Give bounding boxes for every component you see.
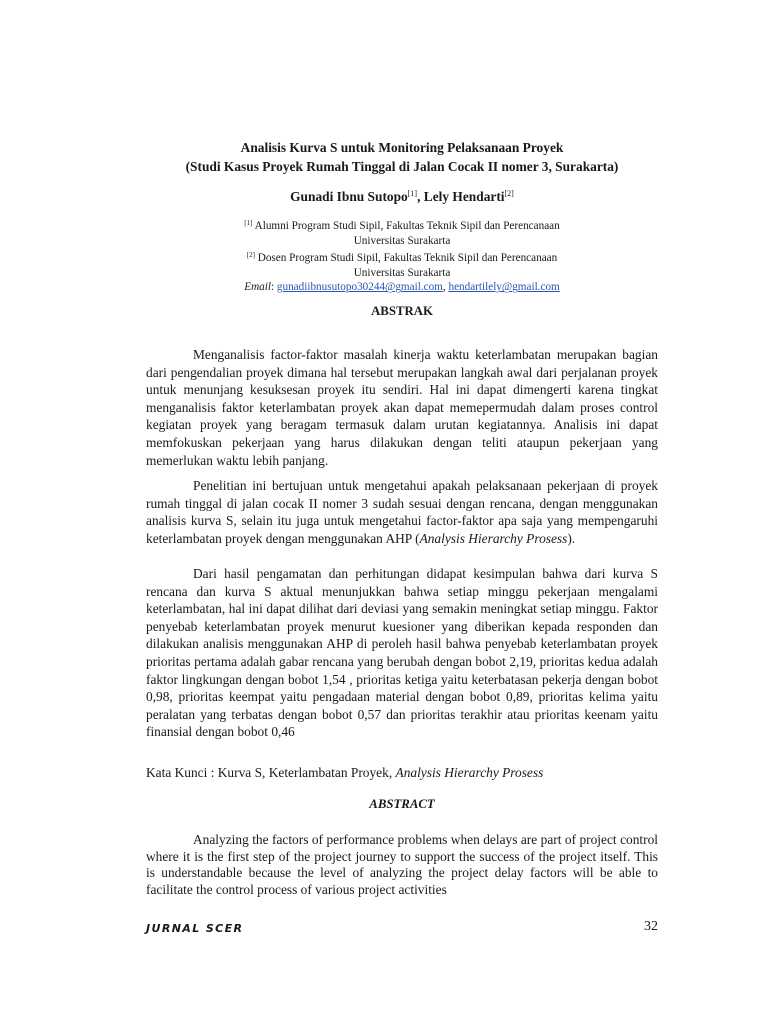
author-2-name: Lely Hendarti bbox=[423, 189, 505, 204]
author-2-affil-mark: [2] bbox=[504, 189, 514, 198]
affiliation-2-line-1 bbox=[146, 248, 658, 266]
abstract-paragraph-1: Analyzing the factors of performance problems when delays are part of project control where it is the first step of the project journey to support the success of the project itself. This is understandable because the level of analyzing the project delay factors will be able to facilitate the control process of various project activities bbox=[146, 832, 658, 897]
title-line-2: (Studi Kasus Proyek Rumah Tinggal di Jalan Cocak II nomer 3, Surakarta) bbox=[185, 159, 619, 174]
abstrak-paragraph-2-end: ). bbox=[567, 530, 576, 546]
abstrak-paragraph-2-italic: Analysis Hierarchy Prosess bbox=[419, 530, 568, 546]
keywords-italic: Analysis Hierarchy Prosess bbox=[395, 765, 544, 780]
keywords-line bbox=[146, 764, 658, 782]
author-1-name: Gunadi Ibnu Sutopo bbox=[290, 189, 408, 204]
affiliations bbox=[146, 216, 658, 295]
footer-page-number: 32 bbox=[644, 919, 658, 934]
abstrak-paragraph-1: Menganalisis factor-faktor masalah kinerja waktu keterlambatan merupakan bagian dari pengendalian proyek dimana hal tersebut merupakan langkah awal dari perjalanan proyek untuk menunjang kesuksesan proyek itu sendiri. Hal ini dapat dimengerti karena tingkat menganalisis faktor keterlambatan proyek akan dapat memepermudah dalam proses control kegiatan proyek yang beragam termasuk dalam urutan kegiatannya. Analisis ini dapat memfokuskan pekerjaan yang harus dilakukan dengan teliti ataupun pekerjaan yang memerlukan waktu lebih panjang. bbox=[146, 347, 658, 468]
affiliation-1-line-1 bbox=[146, 216, 658, 234]
email-label: Email bbox=[244, 281, 271, 294]
title-line-1: Analisis Kurva S untuk Monitoring Pelaksanaan Proyek bbox=[240, 140, 564, 155]
email-link-author-2[interactable]: hendartilely@gmail.com bbox=[448, 281, 560, 294]
keywords-text: Kata Kunci : Kurva S, Keterlambatan Proyek, bbox=[146, 765, 396, 780]
author-list bbox=[146, 185, 658, 206]
email-separator: , bbox=[442, 281, 449, 294]
author-separator: , bbox=[417, 189, 424, 204]
email-link-author-1[interactable]: gunadiibnusutopo30244@gmail.com bbox=[276, 281, 443, 294]
affiliation-1-mark: [1] bbox=[244, 219, 253, 227]
email-line bbox=[146, 280, 658, 295]
abstract-heading: ABSTRACT bbox=[369, 797, 435, 811]
abstrak-paragraph-2 bbox=[146, 477, 658, 547]
author-1-affil-mark: [1] bbox=[407, 189, 418, 198]
abstrak-heading: ABSTRAK bbox=[371, 304, 433, 318]
abstrak-paragraph-2-text: Penelitian ini bertujuan untuk mengetahui apakah pelaksanaan pekerjaan di proyek rumah tinggal di jalan cocak II nomer 3 sudah sesuai dengan rencana, dengan menggunakan analisis kurva S, selain itu juga untuk mengetahui factor-faktor apa saja yang mempengaruhi keterlambatan proyek dengan menggunakan AHP ( bbox=[146, 478, 658, 546]
email-colon: : bbox=[270, 281, 277, 294]
affiliation-2-line-2: Universitas Surakarta bbox=[353, 266, 451, 279]
affiliation-2-mark: [2] bbox=[246, 251, 255, 260]
abstrak-paragraph-3: Dari hasil pengamatan dan perhitungan didapat kesimpulan bahwa dari kurva S rencana dan kurva S aktual menunjukkan bahwa setiap minggu pekerjaan mengalami keterlambatan, hal ini dapat dilihat dari deviasi yang semakin meningkat setiap minggu. Faktor penyebab keterlambatan proyek menurut kuesioner yang diberikan kepada responden dan dilakukan analisis menggunakan AHP di peroleh hasil bahwa penyebab keterlambatan proyek prioritas pertama adalah gabar rencana yang berubah dengan bobot 2,19, prioritas kedua adalah faktor lingkungan dengan bobot 1,54 , prioritas ketiga yaitu keterbatasan pekerja dengan bobot 0,98, prioritas keempat yaitu pengadaan material dengan bobot 0,89, prioritas kelima yaitu peralatan yang terbatas dengan bobot 0,57 dan prioritas terakhir atau prioritas keenam yaitu finansial dengan bobot 0,46 bbox=[146, 566, 658, 740]
footer-journal-name: JURNAL SCER bbox=[146, 922, 244, 935]
affiliation-2-text: Dosen Program Studi Sipil, Fakultas Teknik Sipil dan Perencanaan bbox=[254, 252, 558, 265]
affiliation-1-text: Alumni Program Studi Sipil, Fakultas Teknik Sipil dan Perencanaan bbox=[252, 220, 560, 232]
paper-title bbox=[146, 138, 658, 176]
affiliation-1-line-2: Universitas Surakarta bbox=[353, 234, 451, 247]
